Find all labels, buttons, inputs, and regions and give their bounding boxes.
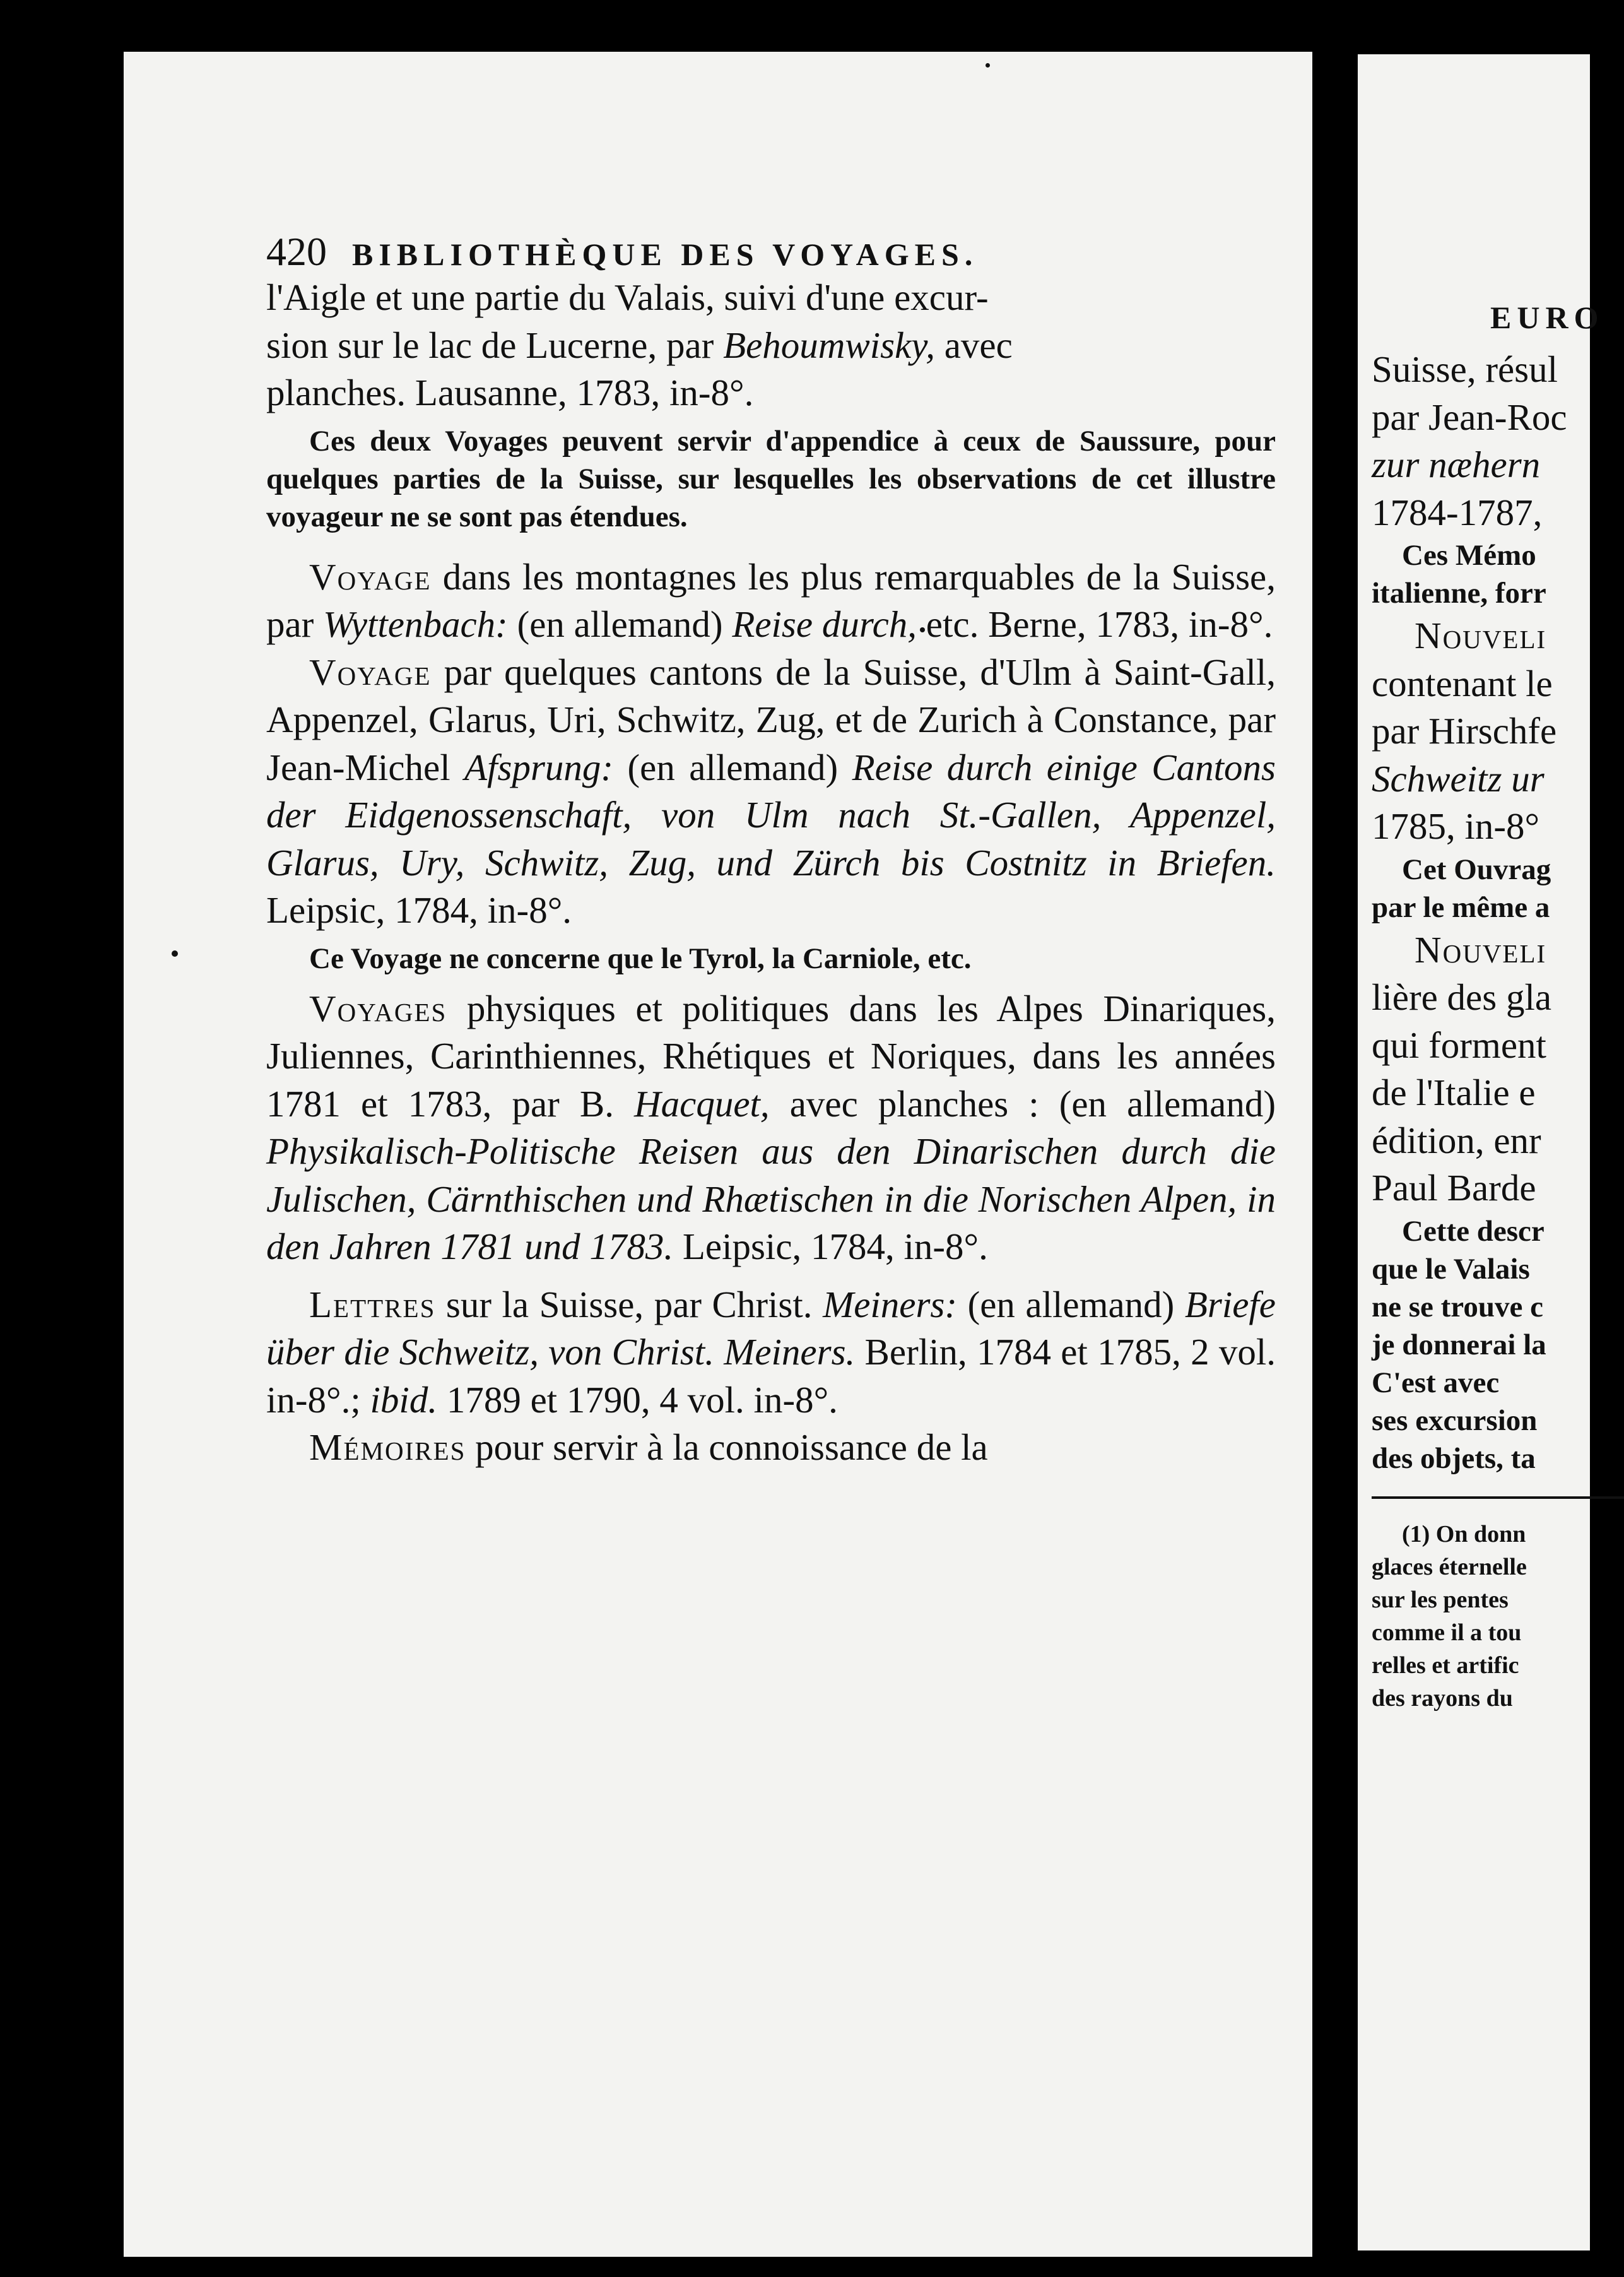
text: etc. Berne, 1783, in-8°. [917,603,1273,645]
text: 1789 et 1790, 4 vol. in-8°. [437,1378,838,1421]
right-page-line: 1784-1787, [1372,491,1543,533]
right-page-footnote-line: glaces éternelle [1372,1553,1527,1580]
text: Leipsic, 1784, in-8°. [266,889,572,931]
text: dans les montagnes les plus remarquables de la Suisse, par [266,555,1276,645]
right-page-line: lière des gla [1372,976,1552,1018]
right-page-lines [1372,346,1611,1477]
entry-lead: Voyage [309,651,432,693]
german-title: Reise durch, [732,603,917,645]
text: pour servir à la connoissance de la [466,1426,988,1468]
right-page-line: C'est avec [1372,1366,1500,1399]
text: sion sur le lac de Lucerne, par [266,324,724,366]
german-title: Physikalisch-Politische Reisen aus den Dinarischen durch die Julischen, Cärnthischen und Rhætischen in die Norischen Alpen, in den Jahren 1781 und 1783. [266,1130,1276,1267]
right-page-line: je donnerai la [1372,1328,1546,1361]
entry-lead: Voyage [309,555,432,598]
running-head [266,228,1276,274]
entry-afsprung [266,649,1276,935]
right-page-line: 1785, in-8° [1372,805,1540,847]
text: avec [935,324,1013,366]
text: l'Aigle et une partie du Valais, suivi d'une excur- [266,276,989,318]
german-title: Reise durch einige Cantons der Eidgenossenschaft, von Ulm nach St.-Gallen, Appenzel, Glarus, Ury, Schwitz, Zug, und Zürch bis Costnitz in Briefen. [266,746,1276,884]
text: physiques et politiques dans les Alpes Dinariques, Juliennes, Carinthiennes, Rhétiques et Noriques, dans les années 1781 et 1783, par B. [266,987,1276,1125]
right-page-text [1372,302,1611,1715]
right-page-line: par Hirschfe [1372,710,1557,752]
right-page [1358,54,1604,2250]
right-page-line: que le Valais [1372,1252,1530,1286]
right-page-line: qui forment [1372,1024,1546,1066]
right-page-line: des objets, ta [1372,1441,1536,1475]
right-page-footnote-line: (1) On donn [1402,1520,1526,1547]
text: (en allemand) [613,746,852,788]
speck-dot [172,950,178,957]
right-page-line: Nouveli [1415,615,1547,656]
text: Leipsic, 1784, in-8°. [673,1226,988,1267]
text: par quelques cantons de la Suisse, d'Ulm à Saint-Gall, Appenzel, Glarus, Uri, Schwitz, Zug, et de Zurich à Constance, par Jean-Michel [266,651,1276,788]
author: Hacquet, [634,1082,770,1125]
right-page-line: édition, enr [1372,1119,1541,1161]
right-page-line: Paul Barde [1372,1167,1536,1209]
right-page-line: Schweitz ur [1372,757,1545,800]
ibid: ibid. [370,1378,438,1421]
entry-memoires [266,1424,1276,1472]
author: Afsprung: [464,746,614,788]
text: (en allemand) [957,1283,1185,1325]
right-page-line: ses excursion [1372,1404,1538,1437]
text: avec planches : (en allemand) [769,1082,1276,1125]
text: (en allemand) [507,603,733,645]
right-page-line: ne se trouve c [1372,1290,1543,1323]
speck-dot [986,63,990,68]
author: Wyttenbach: [323,603,508,645]
right-page-line: par Jean-Roc [1372,396,1567,438]
german-title: Briefe über die Schweitz, von Christ. Meiners. [266,1283,1276,1373]
entry-lead: Lettres [309,1283,436,1325]
right-page-line: Cette descr [1402,1214,1545,1248]
right-page-line: Cet Ouvrag [1402,853,1551,886]
right-page-footnote-line: sur les pentes [1372,1586,1509,1613]
text: Berlin, 1784 et 1785, 2 vol. in-8°.; [266,1331,1276,1421]
right-page-line: Ces Mémo [1402,539,1536,572]
text: planches. Lausanne, 1783, in-8°. [266,372,754,413]
entry-wyttenbach [266,553,1276,649]
entry-lead: Voyages [309,987,447,1029]
right-page-line: zur næhern [1372,444,1541,485]
right-page-footnote-line: relles et artific [1372,1652,1519,1679]
footnote-rule [1372,1496,1624,1499]
left-page-text [266,228,1276,1472]
author: Behoumwisky, [723,324,935,366]
right-page-footnote-line: des rayons du [1372,1684,1513,1712]
right-page-footnote-line: comme il a tou [1372,1619,1522,1646]
right-running-head: EURO [1490,300,1604,335]
entry-lead: Mémoires [309,1426,466,1468]
author: Meiners: [823,1283,958,1325]
right-page-line: Suisse, résul [1372,348,1558,390]
running-head-title: BIBLIOTHÈQUE DES VOYAGES. [352,237,979,272]
entry-continuation [266,274,1276,417]
right-page-line: contenant le [1372,662,1553,704]
right-page-line: de l'Italie e [1372,1072,1536,1113]
note-tyrol: Ce Voyage ne concerne que le Tyrol, la Carniole, etc. [309,942,972,975]
right-page-line: par le même a [1372,890,1550,924]
right-page-line: italienne, forr [1372,577,1546,610]
right-page-line: Nouveli [1415,928,1547,971]
note-saussure: Ces deux Voyages peuvent servir d'appendice à ceux de Saussure, pour quelques parties de la Suisse, sur lesquelles les observations de cet illustre voyageur ne se sont pas étendues. [266,424,1276,533]
entry-meiners [266,1281,1276,1424]
page-number: 420 [266,229,327,274]
right-page-footnotes [1372,1518,1611,1715]
entry-hacquet [266,985,1276,1271]
text: sur la Suisse, par Christ. [435,1283,823,1325]
